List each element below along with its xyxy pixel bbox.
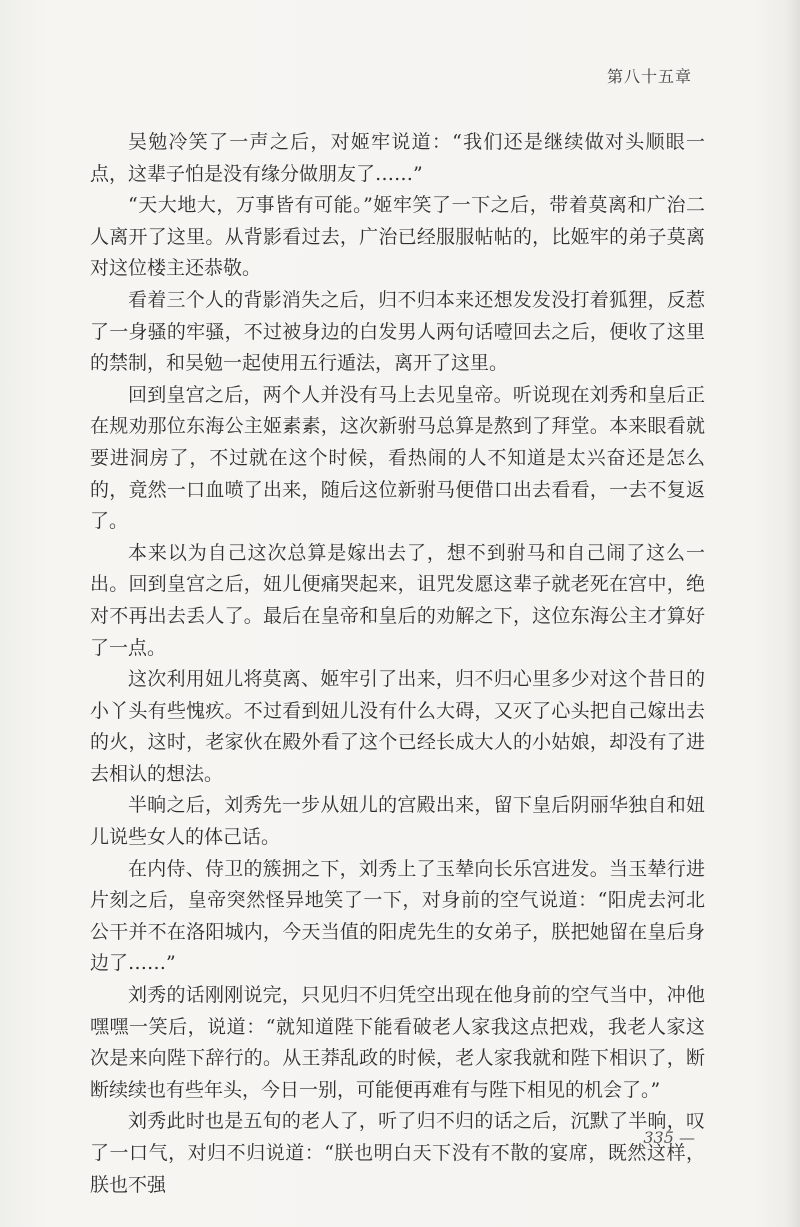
paragraph: 本来以为自己这次总算是嫁出去了，想不到驸马和自己闹了这么一出。回到皇宫之后，妞儿便痛哭起来，诅咒发愿这辈子就老死在宫中，绝对不再出去丢人了。最后在皇帝和皇后的劝解之下，这位东海公主才算好了一点。 <box>90 541 705 659</box>
paragraph: 回到皇宫之后，两个人并没有马上去见皇帝。听说现在刘秀和皇后正在规劝那位东海公主姬素素，这次新驸马总算是熬到了拜堂。本来眼看就要进洞房了，不过就在这个时候，看热闹的人不知道是太兴奋还是怎么的，竟然一口血喷了出来，随后这位新驸马便借口出去看看，一去不复返了。 <box>90 383 705 533</box>
chapter-running-head: 第八十五章 <box>606 67 692 86</box>
scan-shadow <box>786 0 800 1227</box>
paragraph: 在内侍、侍卫的簇拥之下，刘秀上了玉辇向长乐宫进发。当玉辇行进片刻之后，皇帝突然怪异地笑了一下，对身前的空气说道：“阳虎去河北公干并不在洛阳城内，今天当值的阳虎先生的女弟子，朕把她留在皇后身边了……” <box>90 857 705 975</box>
page-number: 335 — <box>643 1128 695 1147</box>
paragraph: 看着三个人的背影消失之后，归不归本来还想发发没打着狐狸，反惹了一身骚的牢骚，不过被身边的白发男人两句话噎回去之后，便收了这里的禁制，和吴勉一起使用五行遁法，离开了这里。 <box>90 288 705 375</box>
paragraph: 半晌之后，刘秀先一步从妞儿的宫殿出来，留下皇后阴丽华独自和妞儿说些女人的体己话。 <box>90 794 705 849</box>
paragraph: “天大地大，万事皆有可能。”姬牢笑了一下之后，带着莫离和广治二人离开了这里。从背影看过去，广治已经服服帖帖的，比姬牢的弟子莫离对这位楼主还恭敬。 <box>90 194 705 280</box>
paragraph: 吴勉冷笑了一声之后，对姬牢说道：“我们还是继续做对头顺眼一点，这辈子怕是没有缘分做朋友了……” <box>90 131 705 185</box>
body-text <box>90 127 705 1201</box>
paragraph: 刘秀此时也是五旬的老人了，听了归不归的话之后，沉默了半晌，叹了一口气，对归不归说道：“朕也明白天下没有不散的宴席，既然这样，朕也不强 <box>90 1110 705 1196</box>
paragraph: 这次利用妞儿将莫离、姬牢引了出来，归不归心里多少对这个昔日的小丫头有些愧疚。不过看到妞儿没有什么大碍，又灭了心头把自己嫁出去的火，这时，老家伙在殿外看了这个已经长成大人的小姑娘，却没有了进去相认的想法。 <box>90 668 705 785</box>
paragraph: 刘秀的话刚刚说完，只见归不归凭空出现在他身前的空气当中，冲他嘿嘿一笑后，说道：“就知道陛下能看破老人家我这点把戏，我老人家这次是来向陛下辞行的。从王莽乱政的时候，老人家我就和陛下相识了，断断续续也有些年头，今日一别，可能便再难有与陛下相见的机会了。” <box>90 984 705 1101</box>
